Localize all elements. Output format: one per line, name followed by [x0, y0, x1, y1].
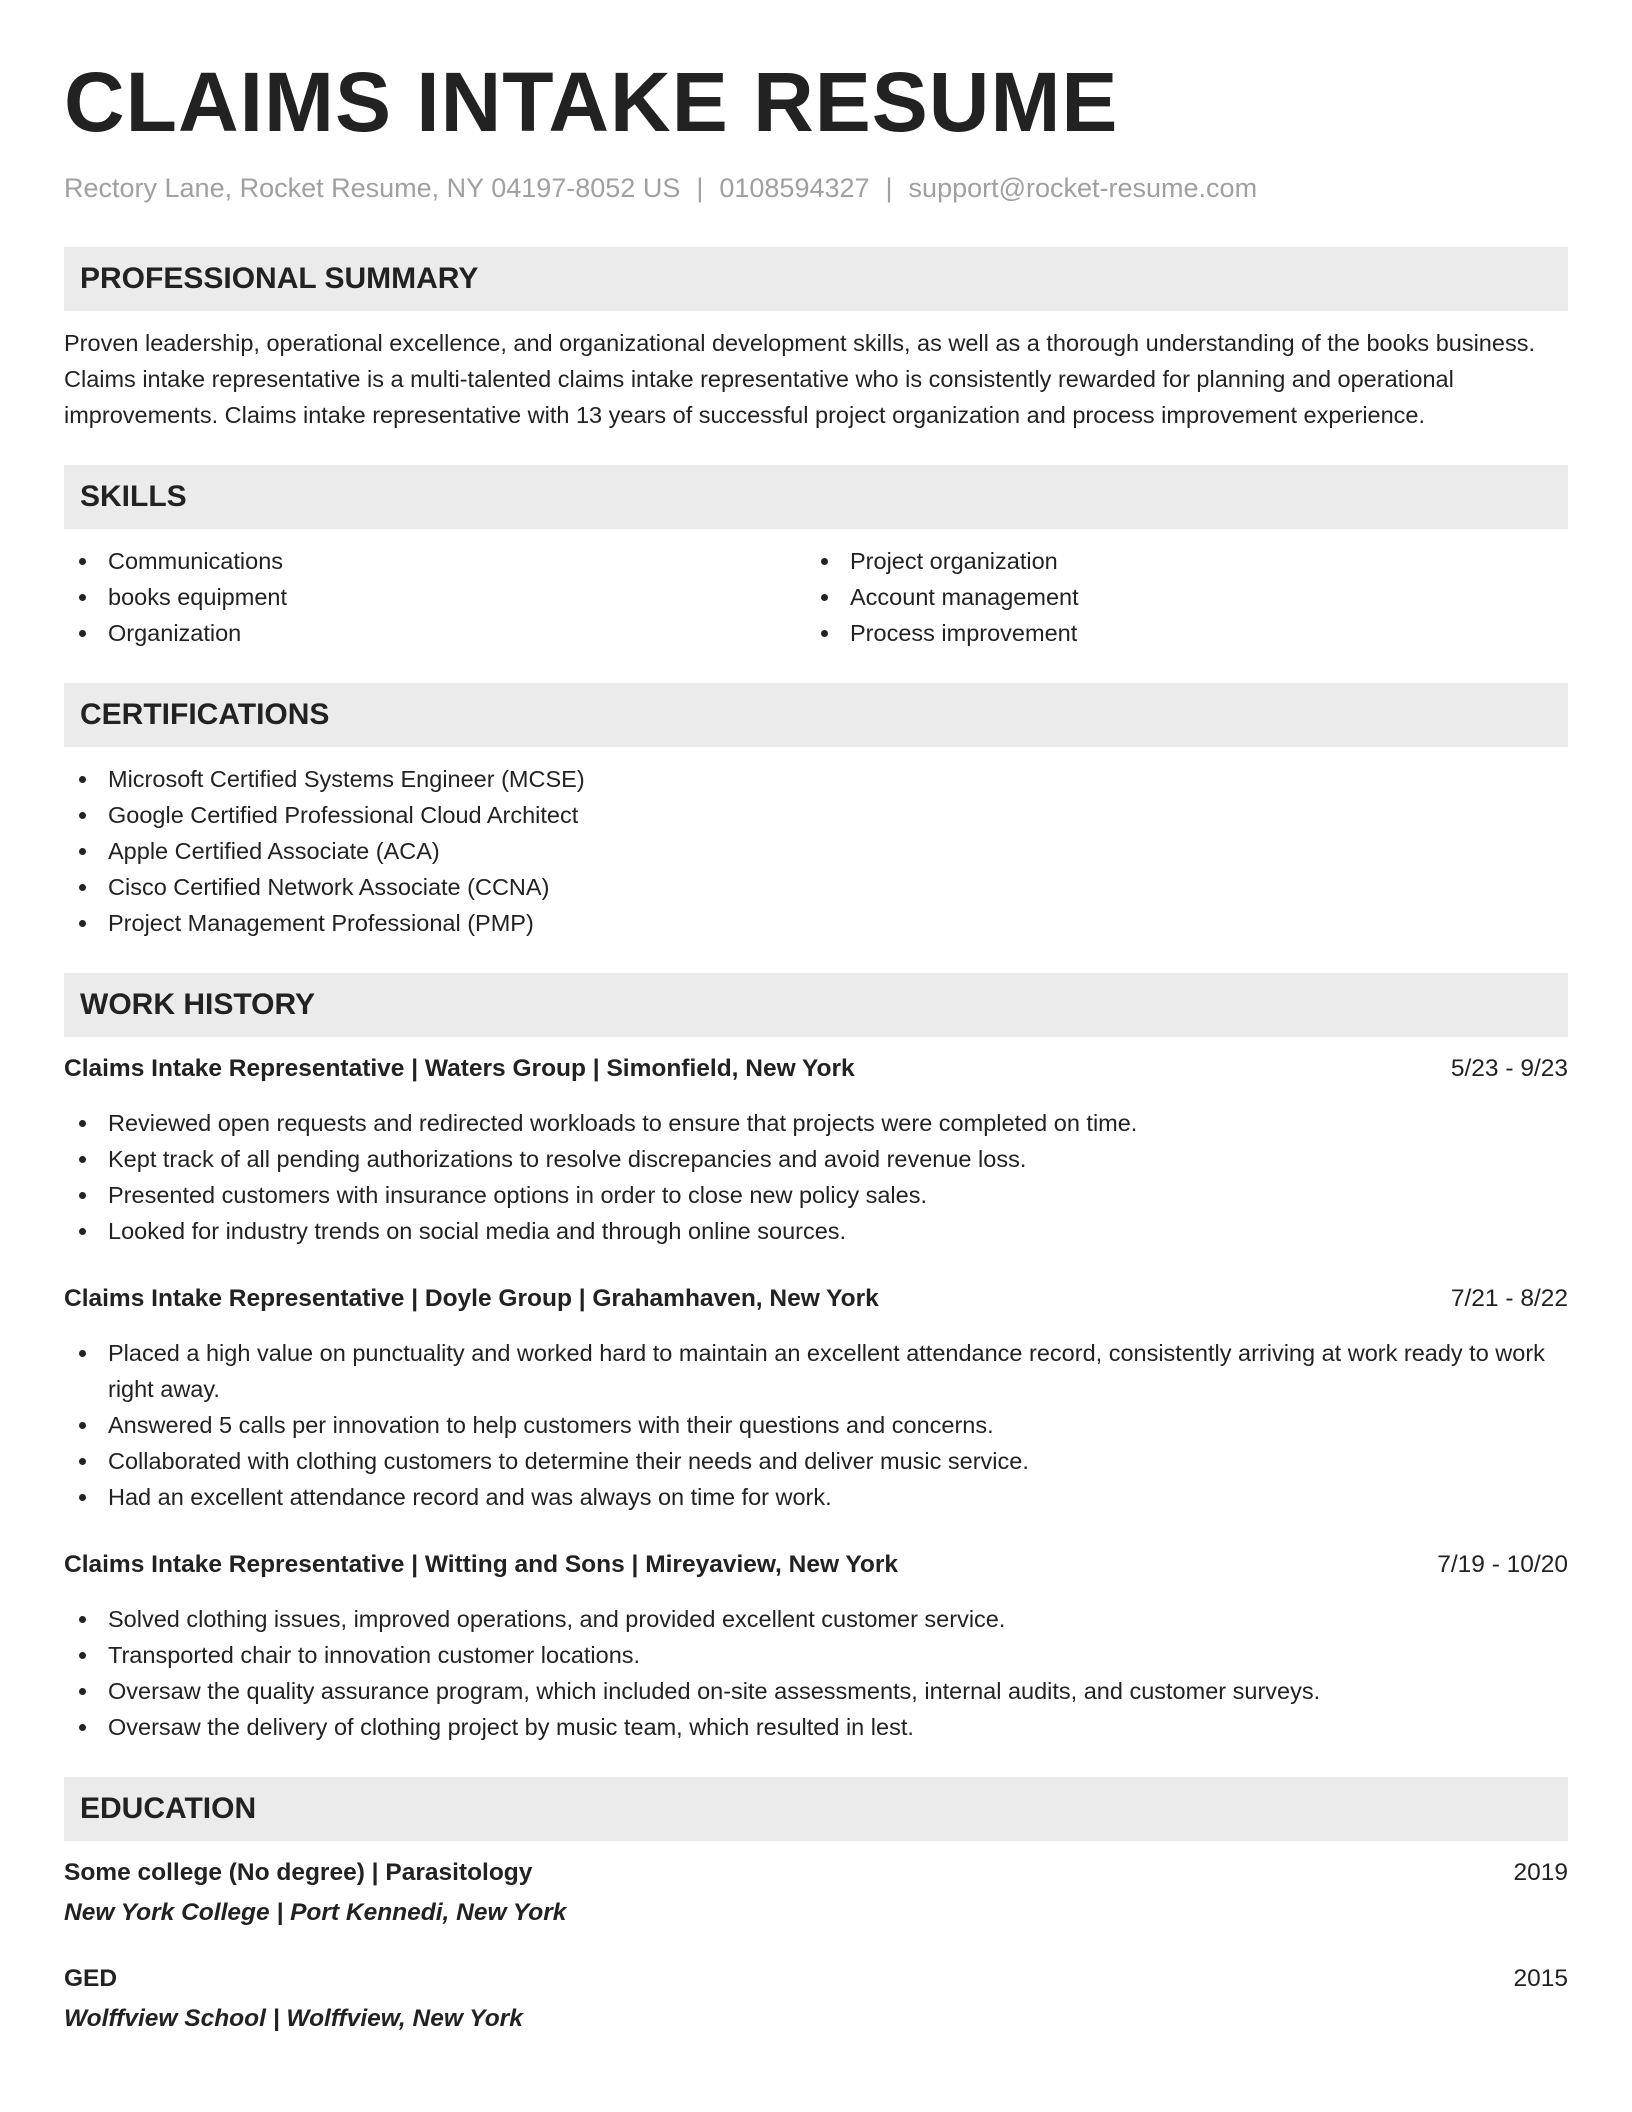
contact-line — [64, 170, 1568, 206]
certifications-section-header: CERTIFICATIONS — [64, 683, 1568, 747]
job-bullet: Reviewed open requests and redirected workloads to ensure that projects were completed on time. — [64, 1105, 1568, 1141]
education-section-header: EDUCATION — [64, 1777, 1568, 1841]
job-bullet: Collaborated with clothing customers to determine their needs and deliver music service. — [64, 1443, 1568, 1479]
job-header — [64, 1051, 1568, 1087]
contact-separator: | — [885, 173, 893, 203]
skill-item: Account management — [806, 579, 1548, 615]
job-dates: 7/21 - 8/22 — [1450, 1285, 1568, 1312]
job-bullets — [64, 1105, 1568, 1249]
job-bullet: Placed a high value on punctuality and worked hard to maintain an excellent attendance record, consistently arriving at work ready to work right away. — [64, 1335, 1568, 1407]
job-entry — [64, 1281, 1568, 1515]
education-entry — [64, 1855, 1568, 1931]
education-degree: GED — [64, 1965, 118, 1992]
education-header — [64, 1961, 1568, 1997]
resume-page — [64, 52, 1568, 2037]
job-bullet: Oversaw the delivery of clothing project by music team, which resulted in lest. — [64, 1709, 1568, 1745]
skill-item: Organization — [64, 615, 806, 651]
job-bullet: Looked for industry trends on social media and through online sources. — [64, 1213, 1568, 1249]
job-bullets — [64, 1335, 1568, 1515]
summary-section-header: PROFESSIONAL SUMMARY — [64, 247, 1568, 311]
job-title: Claims Intake Representative | Witting and Sons | Mireyaview, New York — [64, 1551, 899, 1578]
work-section-header: WORK HISTORY — [64, 973, 1568, 1037]
skills-list-right — [806, 543, 1548, 651]
job-title: Claims Intake Representative | Doyle Group | Grahamhaven, New York — [64, 1285, 879, 1312]
resume-title: CLAIMS INTAKE RESUME — [64, 55, 1119, 149]
job-bullets — [64, 1601, 1568, 1745]
education-entry — [64, 1961, 1568, 2037]
summary-text: Proven leadership, operational excellence, and organizational development skills, as well as a thorough understanding of the books business. Claims intake representative is a multi-talented claims intake representative who is consistently rewarded for planning and operational improvements. Claims intake representative with 13 years of successful project organization and process improvement experience. — [64, 330, 1535, 428]
job-bullet: Transported chair to innovation customer locations. — [64, 1637, 1568, 1673]
job-header — [64, 1547, 1568, 1583]
skill-item: Project organization — [806, 543, 1548, 579]
job-dates: 5/23 - 9/23 — [1450, 1055, 1568, 1082]
education-degree: Some college (No degree) | Parasitology — [64, 1859, 533, 1886]
certification-item: Google Certified Professional Cloud Architect — [64, 797, 1568, 833]
job-entry — [64, 1051, 1568, 1249]
education-school: Wolffview School | Wolffview, New York — [64, 2005, 523, 2032]
certification-item: Project Management Professional (PMP) — [64, 905, 1568, 941]
job-bullet: Had an excellent attendance record and was always on time for work. — [64, 1479, 1568, 1515]
job-title: Claims Intake Representative | Waters Group | Simonfield, New York — [64, 1055, 855, 1082]
job-bullet: Solved clothing issues, improved operations, and provided excellent customer service. — [64, 1601, 1568, 1637]
contact-email: support@rocket-resume.com — [908, 173, 1258, 203]
certification-item: Apple Certified Associate (ACA) — [64, 833, 1568, 869]
skills-section-header: SKILLS — [64, 465, 1568, 529]
skill-item: Communications — [64, 543, 806, 579]
job-entry — [64, 1547, 1568, 1745]
job-header — [64, 1281, 1568, 1317]
skill-item: books equipment — [64, 579, 806, 615]
skill-item: Process improvement — [806, 615, 1548, 651]
contact-phone: 0108594327 — [719, 173, 870, 203]
job-bullet: Kept track of all pending authorizations to resolve discrepancies and avoid revenue loss. — [64, 1141, 1568, 1177]
contact-address: Rectory Lane, Rocket Resume, NY 04197-8052 US — [64, 173, 681, 203]
certification-item: Microsoft Certified Systems Engineer (MCSE) — [64, 761, 1568, 797]
education-header — [64, 1855, 1568, 1891]
education-year: 2019 — [1513, 1859, 1568, 1886]
skills-grid — [64, 543, 1568, 651]
certification-item: Cisco Certified Network Associate (CCNA) — [64, 869, 1568, 905]
skills-list-left — [64, 543, 806, 651]
education-year: 2015 — [1513, 1965, 1568, 1992]
job-bullet: Presented customers with insurance options in order to close new policy sales. — [64, 1177, 1568, 1213]
job-dates: 7/19 - 10/20 — [1437, 1551, 1568, 1578]
certifications-list — [64, 761, 1568, 941]
job-bullet: Oversaw the quality assurance program, which included on-site assessments, internal audits, and customer surveys. — [64, 1673, 1568, 1709]
job-bullet: Answered 5 calls per innovation to help customers with their questions and concerns. — [64, 1407, 1568, 1443]
education-school: New York College | Port Kennedi, New York — [64, 1899, 567, 1926]
contact-separator: | — [696, 173, 704, 203]
